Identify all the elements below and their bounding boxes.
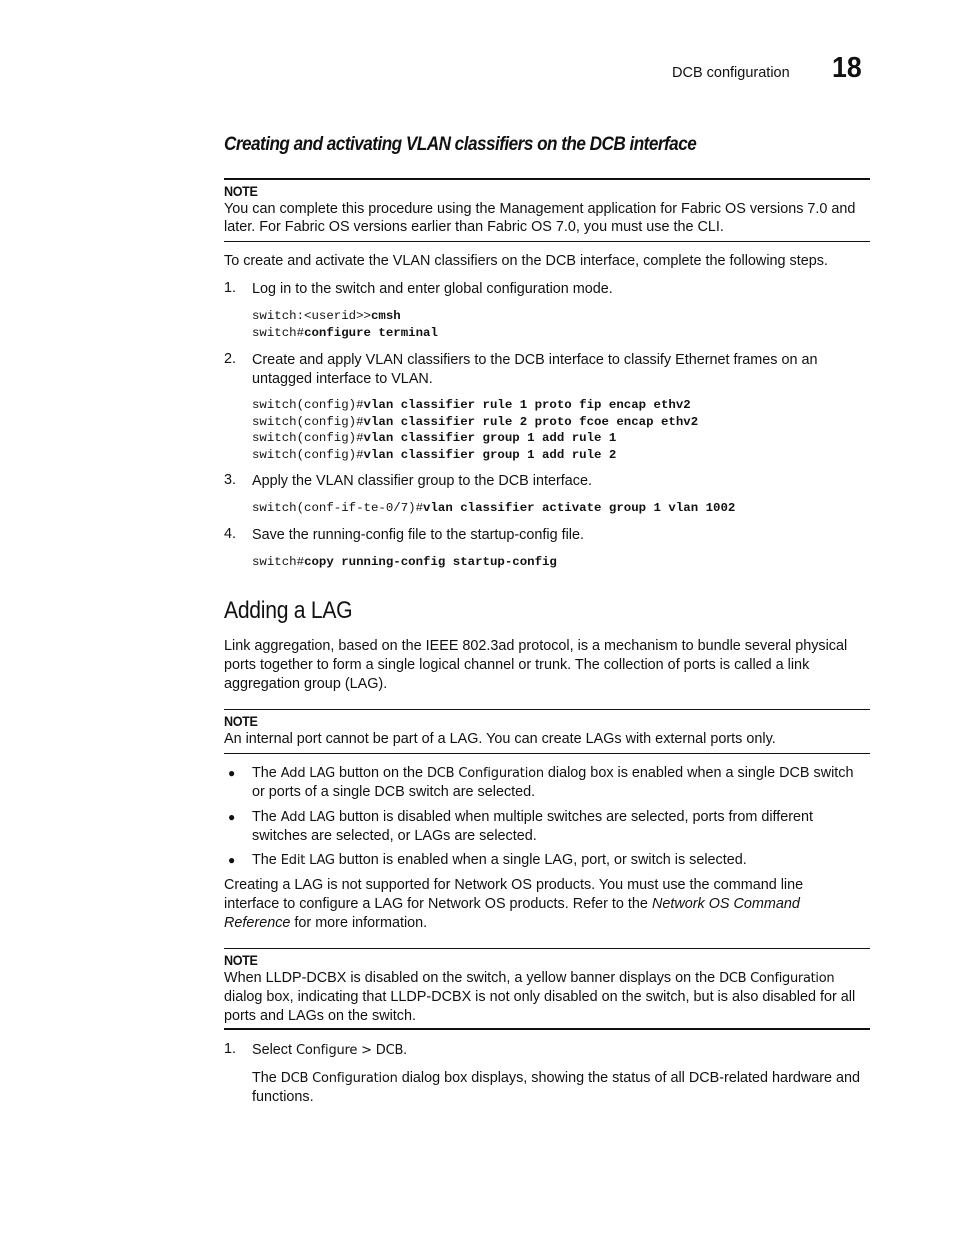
paragraph-line: interface to configure a LAG for Network OS products. Refer to the Network OS Command <box>224 896 800 912</box>
note-bottom-rule <box>224 753 870 754</box>
ui-term: DCB Configuration <box>719 971 835 986</box>
code-line: switch(config)#vlan classifier rule 2 proto fcoe encap ethv2 <box>252 414 699 429</box>
note-bottom-rule <box>224 1028 870 1030</box>
intro-paragraph: To create and activate the VLAN classifiers on the DCB interface, complete the following steps. <box>224 253 828 269</box>
ui-term: Edit LAG <box>280 853 335 868</box>
code-block <box>252 308 438 341</box>
code-line: switch(config)#vlan classifier group 1 add rule 2 <box>252 447 617 462</box>
note-text: When LLDP-DCBX is disabled on the switch, a yellow banner displays on the DCB Configuration dialog box, indicating that LLDP-DCBX is not only disabled on the switch, but is also disabled for all ports and LAGs on the switch. <box>224 970 856 1024</box>
note-text-line: later. For Fabric OS versions earlier than Fabric OS 7.0, you must use the CLI. <box>224 219 724 235</box>
note-text <box>224 200 872 237</box>
section-heading-vlan-classifiers: Creating and activating VLAN classifiers on the DCB interface <box>224 133 697 155</box>
code-line: switch(conf-if-te-0/7)#vlan classifier activate group 1 vlan 1002 <box>252 501 736 515</box>
note-label: NOTE <box>224 713 258 729</box>
code-line: switch:<userid>>cmsh <box>252 309 401 323</box>
step-text: Save the running-config file to the startup-config file. <box>252 527 584 543</box>
step-text <box>252 351 872 389</box>
bullet-dot: ● <box>228 853 236 867</box>
code-block <box>252 397 698 463</box>
ui-term: Add LAG <box>280 810 335 825</box>
step-followup: The DCB Configuration dialog box displays, showing the status of all DCB-related hardware and functions. <box>252 1070 861 1105</box>
paragraph-line: Link aggregation, based on the IEEE 802.3ad protocol, is a mechanism to bundle several physical <box>224 638 848 654</box>
code-block <box>252 500 735 517</box>
bullet-item: The Add LAG button is disabled when multiple switches are selected, ports from different switches are selected, or LAGs are selected. <box>252 809 814 844</box>
ui-term: Configure > DCB <box>296 1043 404 1058</box>
chapter-number: 18 <box>832 52 862 84</box>
bullet-dot: ● <box>228 810 236 824</box>
bullet-dot: ● <box>228 766 236 780</box>
code-line: switch(config)#vlan classifier rule 1 proto fip encap ethv2 <box>252 398 691 412</box>
running-header-title: DCB configuration <box>672 65 790 81</box>
note-top-rule <box>224 948 870 949</box>
note-label: NOTE <box>224 952 258 968</box>
ui-term: DCB Configuration <box>427 766 544 781</box>
note-label: NOTE <box>224 183 258 199</box>
note-text: An internal port cannot be part of a LAG. You can create LAGs with external ports only. <box>224 731 776 747</box>
paragraph-line: Creating a LAG is not supported for Network OS products. You must use the command line <box>224 877 804 893</box>
lag-intro-paragraph <box>224 637 872 694</box>
code-block <box>252 554 557 571</box>
step-number: 2. <box>224 351 237 367</box>
note-bottom-rule <box>224 241 870 242</box>
note-text-line: You can complete this procedure using the Management application for Fabric OS versions 7.0 and <box>224 201 856 217</box>
section-heading-adding-lag: Adding a LAG <box>224 597 353 624</box>
ui-term: DCB Configuration <box>280 1071 398 1086</box>
network-os-paragraph <box>224 876 872 933</box>
step-number: 4. <box>224 526 237 542</box>
code-line: switch#configure terminal <box>252 325 438 340</box>
paragraph-line: aggregation group (LAG). <box>224 676 388 692</box>
code-line: switch(config)#vlan classifier group 1 add rule 1 <box>252 431 617 445</box>
code-line: switch#copy running-config startup-config <box>252 555 557 569</box>
step-text-line: Create and apply VLAN classifiers to the DCB interface to classify Ethernet frames on an <box>252 352 818 368</box>
bullet-item: The Add LAG button on the DCB Configuration dialog box is enabled when a single DCB switch or ports of a single DCB switch are selected. <box>252 765 854 800</box>
step-number: 3. <box>224 472 237 488</box>
bullet-item: The Edit LAG button is enabled when a single LAG, port, or switch is selected. <box>252 852 747 868</box>
step-number: 1. <box>224 1041 237 1057</box>
note-top-rule <box>224 178 870 180</box>
step-number: 1. <box>224 280 237 296</box>
step-text: Apply the VLAN classifier group to the DCB interface. <box>252 473 592 489</box>
step-text: Select Configure > DCB. <box>252 1042 408 1058</box>
paragraph-line: Reference for more information. <box>224 915 428 931</box>
step-text: Log in to the switch and enter global configuration mode. <box>252 281 613 297</box>
ui-term: Add LAG <box>280 766 335 781</box>
paragraph-line: ports together to form a single logical channel or trunk. The collection of ports is called a link <box>224 657 810 673</box>
note-top-rule <box>224 709 870 710</box>
step-text-line: untagged interface to VLAN. <box>252 371 433 387</box>
